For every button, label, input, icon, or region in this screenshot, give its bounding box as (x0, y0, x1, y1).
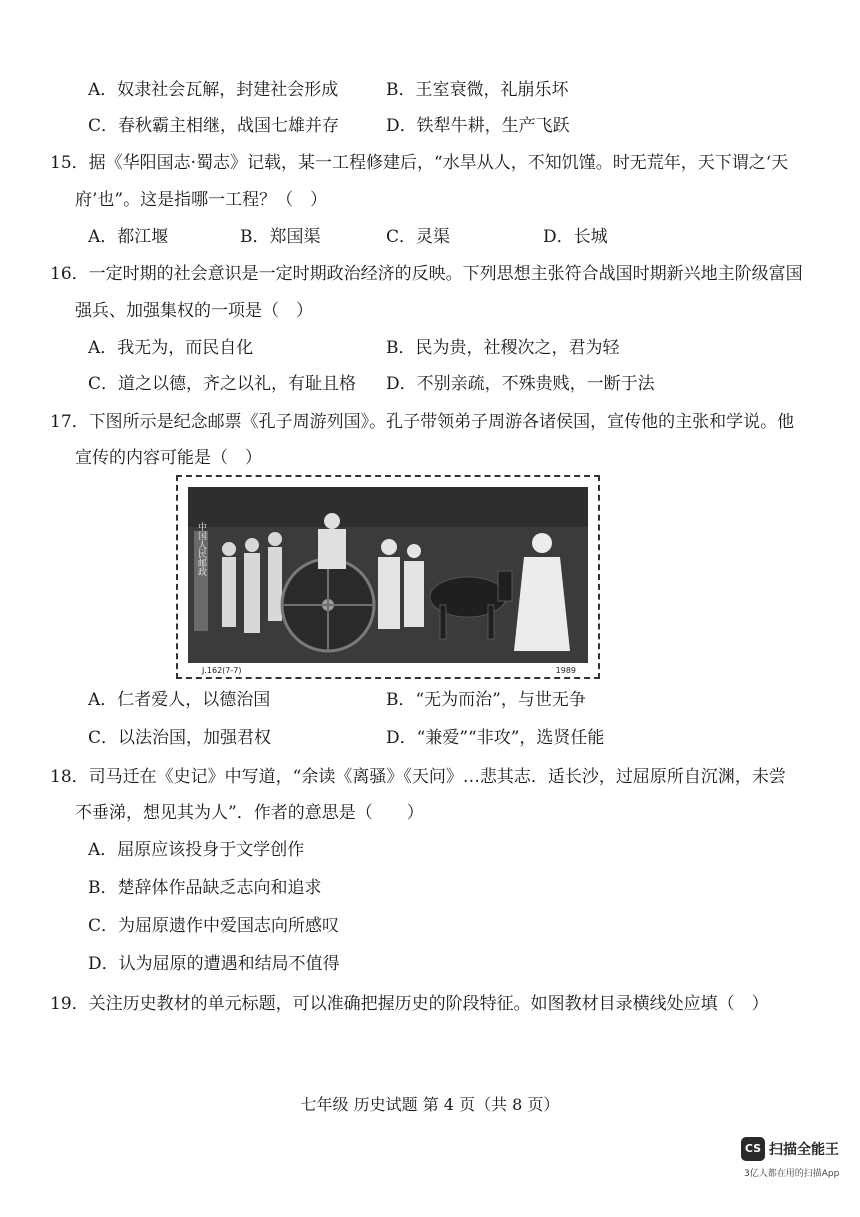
q15-option-d: D．长城 (543, 227, 608, 247)
confucius-stamp-image (176, 475, 600, 679)
scanner-logo-icon: CS (741, 1137, 765, 1161)
q15-option-a: A．都江堰 (88, 227, 169, 247)
q16-option-b: B．民为贵，社稷次之，君为轻 (386, 338, 620, 358)
q17-stem-line2: 宣传的内容可能是（ ） (75, 448, 262, 468)
q16-option-d: D．不别亲疏，不殊贵贱，一断于法 (386, 374, 655, 394)
q15-option-b: B．郑国渠 (240, 227, 321, 247)
q14-option-a: A．奴隶社会瓦解，封建社会形成 (88, 80, 339, 100)
q17-option-a: A．仁者爱人，以德治国 (88, 690, 271, 710)
stamp-year: 1989 (555, 666, 576, 675)
q14-option-c: C．春秋霸主相继，战国七雄并存 (88, 116, 340, 136)
stamp-country-text: 中国人民邮政 (196, 522, 206, 576)
q18-stem-line2: 不垂涕，想见其为人”．作者的意思是（ ） (75, 803, 424, 823)
q17-option-b: B．“无为而治”，与世无争 (386, 690, 586, 710)
q16-stem-line2: 强兵、加强集权的一项是（ ） (75, 301, 313, 321)
q14-option-d: D．铁犁牛耕，生产飞跃 (386, 116, 570, 136)
q18-option-d: D．认为屈原的遭遇和结局不值得 (88, 954, 340, 974)
q17-stem-line1: 17．下图所示是纪念邮票《孔子周游列国》。孔子带领弟子周游各诸侯国，宣传他的主张和学说。他 (50, 412, 795, 432)
q15-stem-line1: 15．据《华阳国志·蜀志》记载，某一工程修建后，“水旱从人，不知饥馑。时无荒年，天下谓之‘天 (50, 153, 789, 173)
q15-stem-line2: 府’也”。这是指哪一工程？（ ） (75, 190, 328, 210)
page-footer: 七年级 历史试题 第 4 页（共 8 页） (300, 1095, 560, 1114)
scanner-app-name: 扫描全能王 (769, 1142, 839, 1158)
q16-option-a: A．我无为，而民自化 (88, 338, 254, 358)
q18-option-c: C．为屈原遗作中爱国志向所感叹 (88, 916, 340, 936)
q15-option-c: C．灵渠 (386, 227, 451, 247)
q19-stem-line1: 19．关注历史教材的单元标题，可以准确把握历史的阶段特征。如图教材目录横线处应填（ ） (50, 994, 769, 1014)
stamp-artwork (188, 487, 588, 663)
q14-option-b: B．王室衰微，礼崩乐坏 (386, 80, 569, 100)
q18-option-b: B．楚辞体作品缺乏志向和追求 (88, 878, 322, 898)
q17-option-d: D．“兼爱”“非攻”，选贤任能 (386, 728, 605, 748)
q16-stem-line1: 16．一定时期的社会意识是一定时期政治经济的反映。下列思想主张符合战国时期新兴地主阶级富国 (50, 264, 803, 284)
q16-option-c: C．道之以德，齐之以礼，有耻且格 (88, 374, 357, 394)
stamp-code: J.162(7-7) (202, 666, 242, 675)
scanner-app-tagline: 3亿人都在用的扫描App (744, 1169, 840, 1179)
q18-option-a: A．屈原应该投身于文学创作 (88, 840, 305, 860)
q17-option-c: C．以法治国，加强君权 (88, 728, 272, 748)
q18-stem-line1: 18．司马迁在《史记》中写道，“余读《离骚》《天问》…悲其志．适长沙，过屈原所自沉渊，未尝 (50, 767, 786, 787)
